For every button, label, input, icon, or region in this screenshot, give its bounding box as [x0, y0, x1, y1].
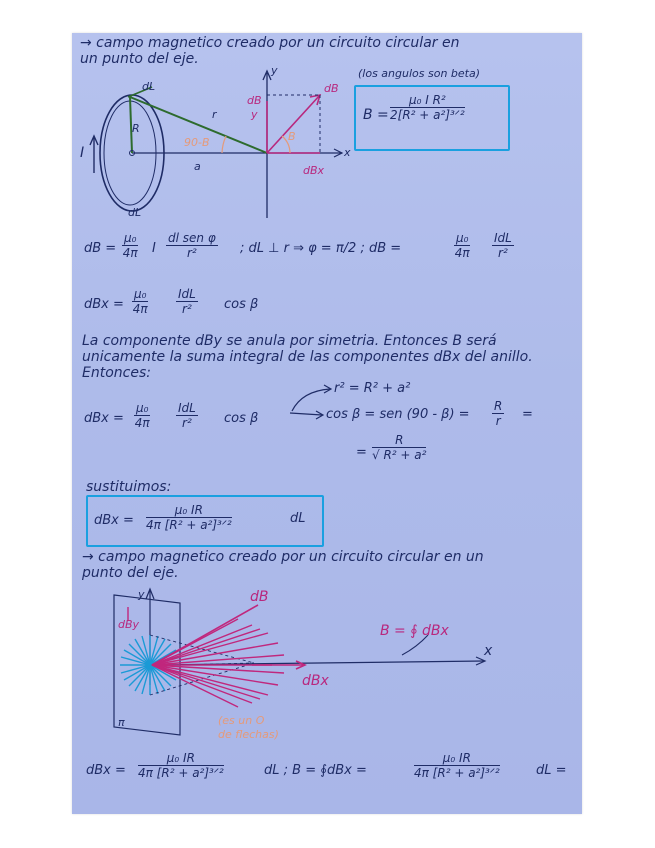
final-middle: dL ; B = ∮dBx = — [264, 763, 367, 778]
final-frac2 — [414, 751, 500, 780]
derivation-frac1-den: 4π — [134, 416, 150, 430]
section1-title-line1: → campo magnetico creado por un circuito circular en — [80, 35, 460, 51]
label-dbx: dBx — [303, 164, 325, 177]
derivation-frac2-den: r² — [182, 416, 192, 430]
derivation-cos-beta: cos β — [224, 411, 259, 426]
final-frac2-den: 4π [R² + a²]³ᐟ² — [414, 766, 500, 780]
eq1-frac4 — [492, 231, 514, 260]
label-dl-top: dL — [142, 80, 156, 93]
formula-b-num: μ₀ I R² — [390, 93, 465, 108]
label-db: dB — [324, 82, 339, 95]
integral-b: B = ∮ dBx — [380, 623, 449, 639]
paragraph-line3: Entonces: — [82, 365, 151, 381]
section1-title-line2: un punto del eje. — [80, 51, 199, 67]
substitute-den: 4π [R² + a²]³ᐟ² — [146, 518, 232, 532]
eq1-frac1-den: 4π — [122, 246, 138, 260]
final-frac2-num: μ₀ IR — [414, 751, 500, 766]
paragraph-line2: unicamente la suma integral de las componentes dBx del anillo. — [82, 349, 533, 365]
substitute-dl: dL — [290, 511, 306, 526]
label-dbx-2: dBx — [302, 673, 329, 689]
formula-b-lhs: B = — [363, 107, 389, 123]
substitute-num: μ₀ IR — [146, 503, 232, 518]
eq1-frac3-num: μ₀ — [456, 231, 469, 245]
angles-note: (los angulos son beta) — [358, 67, 481, 80]
eq2-frac2-den: r² — [182, 302, 192, 316]
derivation-frac2-num: IdL — [178, 401, 196, 415]
derivation-r-squared: r² = R² + a² — [334, 381, 411, 396]
label-axis-x-2: x — [484, 643, 493, 659]
eq1-frac2-den: r² — [187, 246, 197, 260]
final-lhs: dBx = — [86, 763, 126, 778]
notebook-page — [72, 33, 582, 814]
eq2-frac1-num: μ₀ — [134, 287, 147, 301]
eq1-frac1 — [122, 231, 138, 260]
derivation-equals-2: = — [356, 445, 367, 460]
derivation-frac-rr — [492, 399, 504, 428]
derivation-frac-sqrt — [372, 433, 426, 462]
label-dby-sub: y — [251, 108, 258, 121]
substitute-fraction — [146, 503, 232, 532]
eq2-frac2-num: IdL — [178, 287, 196, 301]
derivation-frac1 — [134, 401, 150, 430]
eq1-frac3 — [454, 231, 470, 260]
label-current-i: I — [80, 145, 85, 161]
derivation-equals: = — [522, 407, 533, 422]
label-dl-bottom: dL — [128, 206, 142, 219]
label-dby-2: dBy — [118, 618, 140, 631]
label-db-2: dB — [250, 589, 269, 605]
final-frac1-den: 4π [R² + a²]³ᐟ² — [138, 766, 224, 780]
note-arrows-line1: (es un O — [218, 714, 265, 727]
eq1-frac3-den: 4π — [454, 246, 470, 260]
final-frac1-num: μ₀ IR — [138, 751, 224, 766]
label-angle: 90-B — [184, 136, 210, 149]
final-frac1 — [138, 751, 224, 780]
eq2-frac1-den: 4π — [132, 302, 148, 316]
label-radius-r: R — [132, 122, 140, 135]
eq1-frac1-num: μ₀ — [124, 231, 137, 245]
final-tail: dL = — [536, 763, 567, 778]
label-distance-a: a — [194, 160, 201, 173]
diagram-arrow-ring — [72, 585, 582, 745]
derivation-rr-num: R — [494, 399, 503, 413]
eq2-frac2 — [176, 287, 198, 316]
derivation-frac1-num: μ₀ — [136, 401, 149, 415]
label-beta: B — [288, 130, 296, 143]
label-axis-y: y — [271, 64, 278, 77]
label-pi: π — [118, 716, 125, 729]
eq1-frac2 — [166, 231, 218, 260]
eq1-frac2-num: dl sen φ — [168, 231, 216, 245]
substitute-label: sustituimos: — [86, 479, 172, 495]
label-r: r — [212, 108, 217, 121]
derivation-cos-expr: cos β = sen (90 - β) = — [326, 407, 470, 422]
eq1-condition: ; dL ⊥ r ⇒ φ = π/2 ; dB = — [240, 241, 402, 256]
formula-b-fraction — [390, 93, 465, 122]
eq1-frac4-num: IdL — [494, 231, 512, 245]
eq1-lhs: dB = — [84, 241, 117, 256]
derivation-rr-den: r — [495, 414, 501, 428]
eq2-lhs: dBx = — [84, 297, 124, 312]
eq2-cos-beta: cos β — [224, 297, 259, 312]
label-dby: dB — [247, 94, 262, 107]
derivation-sqrt-den: √ R² + a² — [372, 448, 427, 462]
note-arrows-line2: de flechas) — [218, 728, 279, 741]
label-axis-y-2: y — [138, 588, 145, 601]
label-axis-x: x — [344, 146, 351, 159]
formula-b-den: 2[R² + a²]³ᐟ² — [390, 108, 465, 122]
paragraph-line1: La componente dBy se anula por simetria. Entonces B será — [82, 333, 497, 349]
derivation-lhs: dBx = — [84, 411, 124, 426]
section2-title-line1: → campo magnetico creado por un circuito circular en un — [82, 549, 484, 565]
eq1-current: I — [152, 241, 156, 256]
derivation-frac2 — [176, 401, 198, 430]
eq1-frac4-den: r² — [498, 246, 508, 260]
substitute-lhs: dBx = — [94, 513, 134, 528]
eq2-frac1 — [132, 287, 148, 316]
section2-title-line2: punto del eje. — [82, 565, 179, 581]
derivation-sqrt-num: R — [372, 433, 426, 448]
